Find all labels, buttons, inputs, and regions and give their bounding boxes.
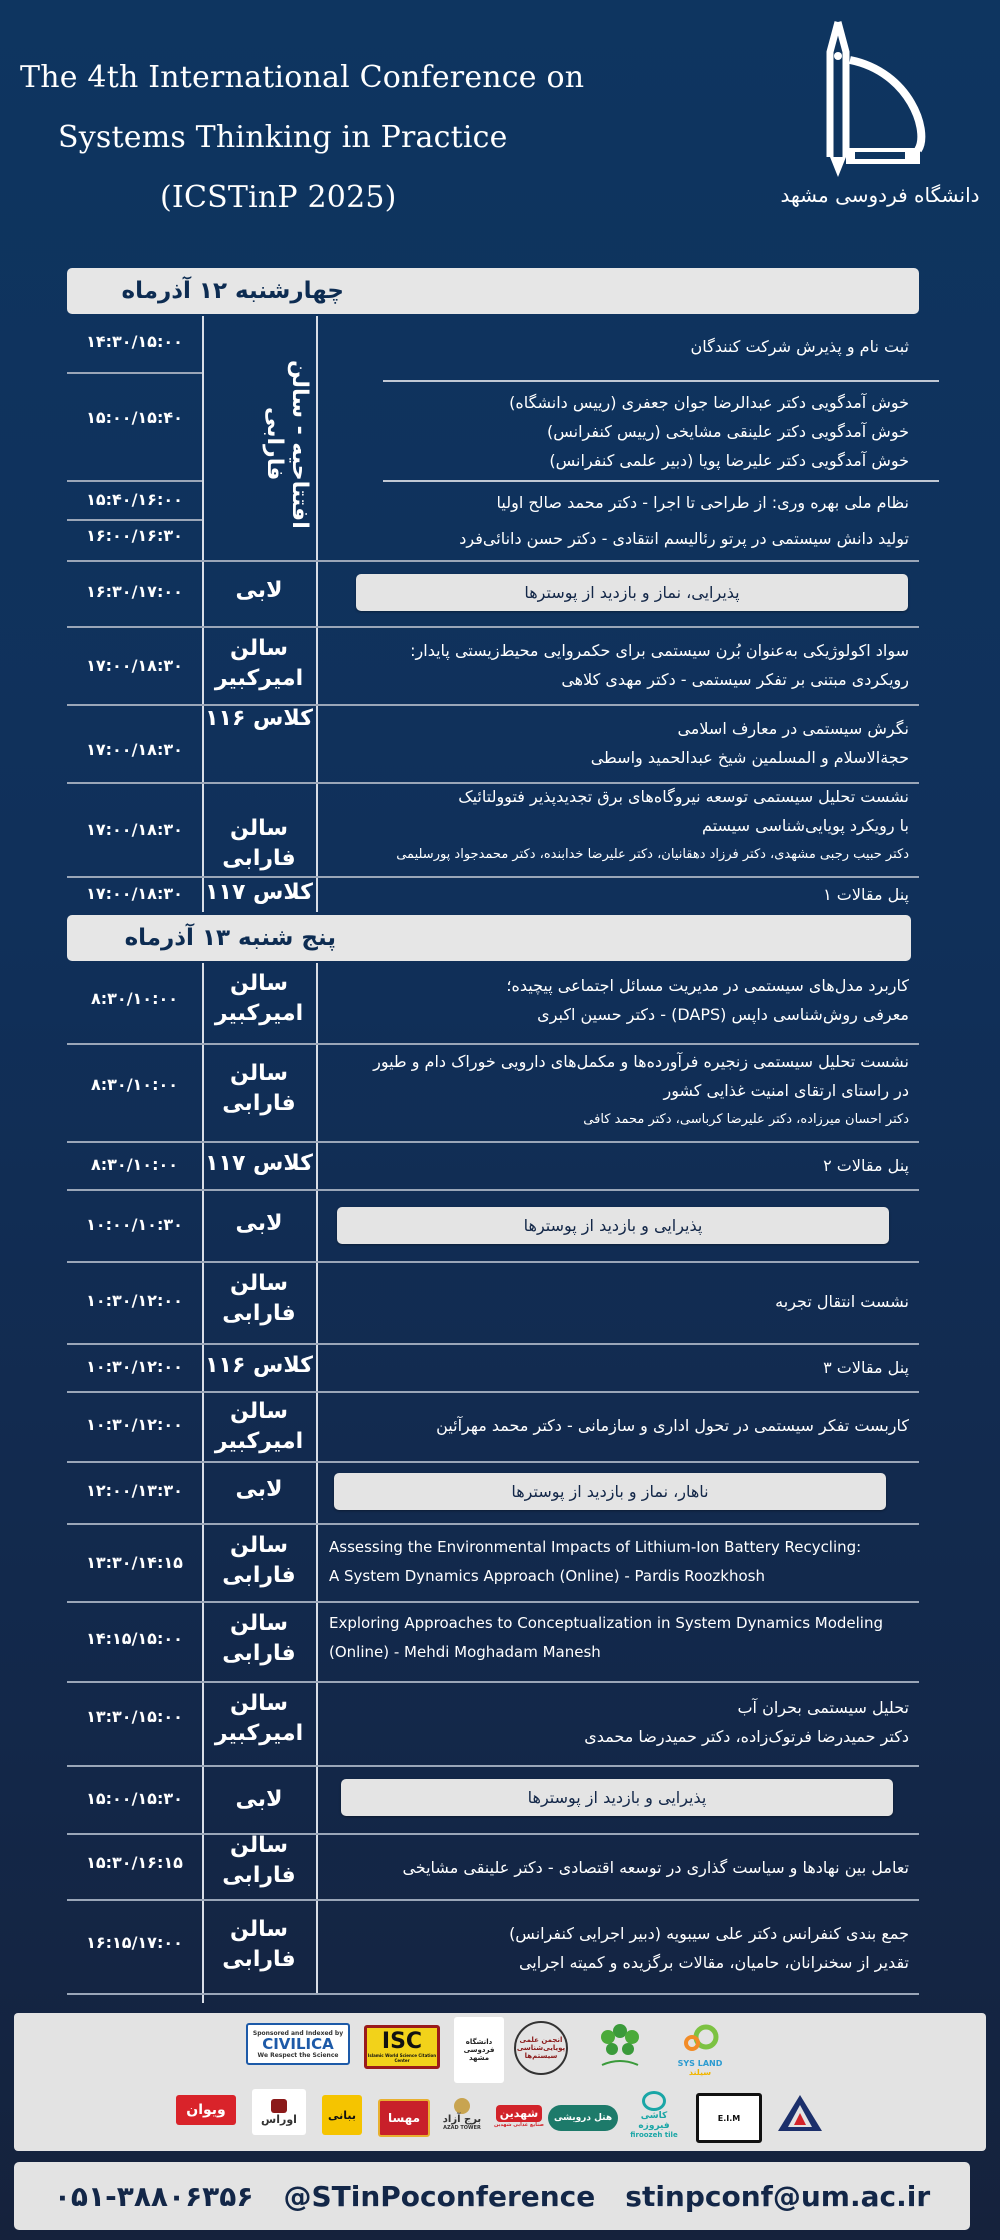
session [319,782,909,869]
session-line: تقدیر از سخنرانان، حامیان، مقالات برگزیده و کمیته اجرایی [518,1953,909,1972]
sponsor-caption: سیلند [688,2068,712,2077]
session-line: کاربرد مدل‌های سیستمی در مدیریت مسائل اجتماعی پیچیده؛ [506,976,909,995]
schedule-row [67,1835,919,1899]
session-line: (Online) - Mehdi Moghadam Manesh [329,1643,601,1661]
session-line: حجة‌الاسلام و المسلمین شیخ عبدالحمید واسطی [590,748,909,767]
sponsor-logo-vivan [176,2095,236,2125]
divider [67,1993,919,1995]
session-title: پنل مقالات ۲ [823,1156,909,1175]
time-slot: ۸:۳۰/۱۰:۰۰ [91,1155,178,1174]
venue: لابی [235,1211,283,1236]
time-slot: ۱۴:۱۵/۱۵:۰۰ [86,1629,183,1648]
sponsor-name: ISC [381,2029,423,2054]
session-line: خوش آمدگویی دکتر علینقی مشایخی (رییس کنفرانس) [546,422,909,441]
session-line: سواد اکولوژیکی به‌عنوان بُرن سیستمی برای حکمروایی محیط‌زیستی پایدار: [410,641,909,660]
session-title: پنل مقالات ۱ [823,885,909,904]
time-slot: ۱۵:۰۰/۱۵:۴۰ [86,408,183,427]
divider [383,380,939,382]
sponsor-name: هتل درویشی [553,2113,613,2123]
title-line-2: Systems Thinking in Practice [58,120,508,155]
venue: سالن فارابی [222,1833,296,1888]
venue: سالن فارابی [222,1533,296,1588]
time-slot: ۱۰:۳۰/۱۲:۰۰ [86,1357,183,1376]
venue: سالن امیرکبیر [214,1399,304,1454]
schedule-row [67,1045,919,1141]
sponsor-name: مهسا [387,2111,421,2125]
schedule-row [67,1345,919,1391]
sponsor-name: SYS LAND [677,2059,723,2068]
schedule-row [67,1901,919,1991]
title-line-1: The 4th International Conference on [20,60,585,95]
session-line: رویکردی مبتنی بر تفکر سیستمی - دکتر مهدی کلاهی [561,670,909,689]
schedule-row [67,1525,919,1601]
dome-icon [454,2098,470,2114]
session-line: معرفی روش‌شناسی داپس (DAPS) - دکتر حسین اکبری [537,1005,909,1024]
sponsor-name: کاشی فیروزه [638,2111,670,2131]
venue: سالن امیرکبیر [214,1691,304,1746]
session [329,1609,909,1667]
sponsor-caption: Sponsored and Indexed by [252,2029,344,2037]
session-line: نگرش سیستمی در معارف اسلامی [677,719,909,738]
schedule-row [67,1263,919,1343]
sponsor-logo-institution [772,2091,828,2139]
sponsor-logo-darvishi [548,2105,618,2131]
session [319,332,909,361]
divider [67,480,202,482]
session-speakers: دکتر حبیب رجبی مشهدی، دکتر فرزاد دهقانیان، دکتر علیرضا خدابنده، دکتر محمدجواد پورسلیمی [396,847,909,862]
venue: کلاس ۱۱۶ [205,1353,313,1378]
session [319,971,909,1029]
sponsor-name: CIVILICA [262,2034,334,2053]
sponsor-logo-mahsa [378,2099,430,2137]
schedule-row [67,562,919,626]
pen-arch-logo-icon [780,12,980,222]
schedule-row [67,1603,919,1679]
schedule-row [67,784,919,876]
venue: لابی [235,1787,283,1812]
session-line: با رویکرد پویایی‌شناسی سیستم [702,816,909,835]
break-pill: ناهار، نماز و بازدید از پوسترها [334,1473,886,1510]
title-line-3: (ICSTinP 2025) [160,180,397,215]
session [329,1533,909,1591]
session-line: Exploring Approaches to Conceptualization in System Dynamics Modeling [329,1614,884,1632]
schedule-row [67,963,919,1043]
sponsor-name: ویوان [186,2102,226,2118]
session [319,388,909,475]
sponsor-logo-system-dynamics [514,2021,568,2075]
session-line: نشست تحلیل سیستمی زنجیره فرآورده‌ها و مکمل‌های دارویی خوراک دام و طیور [373,1052,909,1071]
social-handle[interactable]: @STinPoconference [283,2179,596,2213]
session-line: خوش آمدگویی دکتر علیرضا پویا (دبیر علمی کنفرانس) [549,451,909,470]
schedule-row [67,1143,919,1189]
session [319,636,909,694]
session [319,1287,909,1316]
session-title: کاربست تفکر سیستمی در تحول اداری و سازمانی - دکتر محمد مهرآئین [436,1416,909,1435]
schedule-row [67,706,919,782]
sponsor-logo-isc [364,2025,440,2069]
time-slot: ۱۷:۰۰/۱۸:۳۰ [86,656,183,675]
sponsor-logo-sysland [668,2019,732,2081]
sponsor-name: شهدین [496,2105,542,2122]
time-slot: ۱۷:۰۰/۱۸:۳۰ [86,884,183,903]
venue: سالن فارابی [222,1611,296,1666]
time-slot: ۱۵:۰۰/۱۵:۳۰ [86,1789,183,1808]
session-line: Assessing the Environmental Impacts of Lithium-Ion Battery Recycling: [329,1538,862,1556]
venue: سالن امیرکبیر [214,971,304,1026]
university-logo [780,12,980,222]
venue: کلاس ۱۱۶ [205,706,313,731]
session [319,1047,909,1134]
header [0,0,1000,250]
venue: کلاس ۱۱۷ [205,880,313,905]
svg-text:دانشگاه فردوسی مشهد: دانشگاه فردوسی مشهد [780,183,980,207]
session [319,714,909,772]
sponsor-logo-babani [322,2095,362,2135]
divider [67,519,202,521]
session-title: ثبت نام و پذیرش شرکت کنندگان [690,337,909,356]
session-title: پنل مقالات ۳ [823,1358,909,1377]
tile-icon [642,2091,666,2111]
break-pill: پذیرایی و بازدید از پوسترها [341,1779,893,1816]
phone-number[interactable]: ۰۵۱-۳۸۸۰۶۳۵۶ [53,2179,254,2213]
venue: سالن فارابی [222,816,296,871]
session [319,1353,909,1382]
schedule-group-opening [67,316,919,560]
time-slot: ۱۷:۰۰/۱۸:۳۰ [86,820,183,839]
sponsor-name: دانشگاه فردوسی مشهد [463,2038,495,2062]
time-slot: ۸:۳۰/۱۰:۰۰ [91,1075,178,1094]
venue: سالن فارابی [222,1061,296,1116]
schedule-row [67,1393,919,1461]
divider [67,372,202,374]
session-line: در راستای ارتقای امنیت غذایی کشور [663,1081,909,1100]
session [319,1411,909,1440]
session-title: نشست انتقال تجربه [775,1292,909,1311]
time-slot: ۱۳:۳۰/۱۵:۰۰ [86,1707,183,1726]
session-line: تحلیل سیستمی بحران آب [737,1698,909,1717]
schedule-row [67,878,919,912]
venue: لابی [235,1477,283,1502]
time-slot: ۱۲:۰۰/۱۳:۳۰ [86,1481,183,1500]
sponsor-name: برج آزاد [442,2113,482,2125]
sponsor-name: اوراس [261,2112,297,2126]
session [319,488,909,517]
time-slot: ۱۶:۳۰/۱۷:۰۰ [86,582,183,601]
time-slot: ۱۷:۰۰/۱۸:۳۰ [86,740,183,759]
time-slot: ۱۵:۳۰/۱۶:۱۵ [86,1853,183,1872]
time-slot: ۱۰:۳۰/۱۲:۰۰ [86,1415,183,1434]
break-pill: پذیرایی، نماز و بازدید از پوسترها [356,574,908,611]
time-slot: ۱۵:۴۰/۱۶:۰۰ [86,490,183,509]
day-1-header: چهارشنبه ۱۲ آذرماه [67,268,919,314]
time-slot: ۱۳:۳۰/۱۴:۱۵ [86,1553,183,1572]
time-slot: ۱۶:۱۵/۱۷:۰۰ [86,1933,183,1952]
session-line: دکتر حمیدرضا فرتوک‌زاده، دکتر حمیدرضا محمدی [584,1727,909,1746]
leaf-icon [592,2021,648,2073]
sponsor-logo-green-association [592,2021,648,2073]
sponsor-logo-borj-azad [438,2091,486,2137]
session-line: جمع بندی کنفرانس دکتر علی سیبویه (دبیر اجرایی کنفرانس) [509,1924,909,1943]
session-line: A System Dynamics Approach (Online) - Pardis Roozkhosh [329,1567,765,1585]
break-pill: پذیرایی و بازدید از پوسترها [337,1207,889,1244]
sponsor-caption: Islamic World Science Citation Center [367,2053,437,2063]
sponsors-panel [14,2013,986,2151]
sponsor-logo-eim [696,2093,762,2143]
time-slot: ۱۰:۰۰/۱۰:۳۰ [86,1215,183,1234]
session [319,1853,909,1882]
divider [383,480,939,482]
sponsor-logo-civilica [246,2023,350,2065]
session-line: خوش آمدگویی دکتر عبدالرضا جوان جعفری (رییس دانشگاه) [509,393,909,412]
venue: سالن فارابی [222,1917,296,1972]
venue: سالن امیرکبیر [214,636,304,691]
venue: لابی [235,578,283,603]
time-slot: ۱۶:۰۰/۱۶:۳۰ [86,526,183,545]
sponsor-logo-ferdowsi [454,2017,504,2083]
sponsor-caption: firoozeh tile [630,2131,678,2139]
schedule-row [67,1463,919,1523]
day-2-table [67,963,919,2003]
session [319,1919,909,1977]
day-2-header: پنج شنبه ۱۳ آذرماه [67,915,911,961]
email-address[interactable]: stinpconf@um.ac.ir [625,2179,931,2213]
contact-bar [14,2162,970,2230]
time-slot: ۸:۳۰/۱۰:۰۰ [91,989,178,1008]
session-title: تولید دانش سیستمی در پرتو رئالیسم انتقادی - دکتر حسن دانائی‌فرد [459,529,909,548]
session [319,524,909,553]
castle-icon [271,2099,287,2113]
session-speakers: دکتر احسان میرزاده، دکتر علیرضا کرباسی، دکتر محمد کافی [583,1112,909,1127]
venue: کلاس ۱۱۷ [205,1151,313,1176]
triangle-logo-icon [772,2091,828,2139]
schedule-row [67,1683,919,1765]
sponsor-logo-avarass [252,2089,306,2135]
sponsor-name: ببانی [327,2108,356,2122]
sponsor-logo-shahdin [494,2095,544,2137]
sponsor-caption: صنایع غذایی شهدین [494,2121,544,2128]
session [319,880,909,909]
time-slot: ۱۰:۳۰/۱۲:۰۰ [86,1291,183,1310]
conference-title [20,48,640,228]
session [319,1151,909,1180]
session-title: تعامل بین نهادها و سیاست گذاری در توسعه اقتصادی - دکتر علینقی مشایخی [402,1858,909,1877]
sponsor-name: انجمن علمی پویایی‌شناسی سیستم‌ها [516,2036,566,2060]
session-line: نشست تحلیل سیستمی توسعه نیروگاه‌های برق تجدیدپذیر فتوولتائیک [458,787,909,806]
day-1-table [67,316,919,912]
session [319,1693,909,1751]
venue: سالن فارابی [222,1271,296,1326]
schedule-row [67,628,919,704]
gear-icon [680,2023,720,2059]
schedule-row [67,1191,919,1261]
sponsor-caption: We Respect the Science [257,2051,339,2059]
sponsor-logo-firoozeh-tile [626,2091,682,2139]
sponsor-name: E.I.M [717,2113,741,2123]
sponsor-caption: AZAD TOWER [443,2124,481,2131]
time-slot: ۱۴:۳۰/۱۵:۰۰ [86,332,183,351]
venue-opening-farabi: افتتاحیه - سالن فارابی [262,359,312,529]
session-title: نظام ملی بهره وری: از طراحی تا اجرا - دکتر محمد صالح اولیا [496,493,909,512]
schedule-row [67,1767,919,1833]
